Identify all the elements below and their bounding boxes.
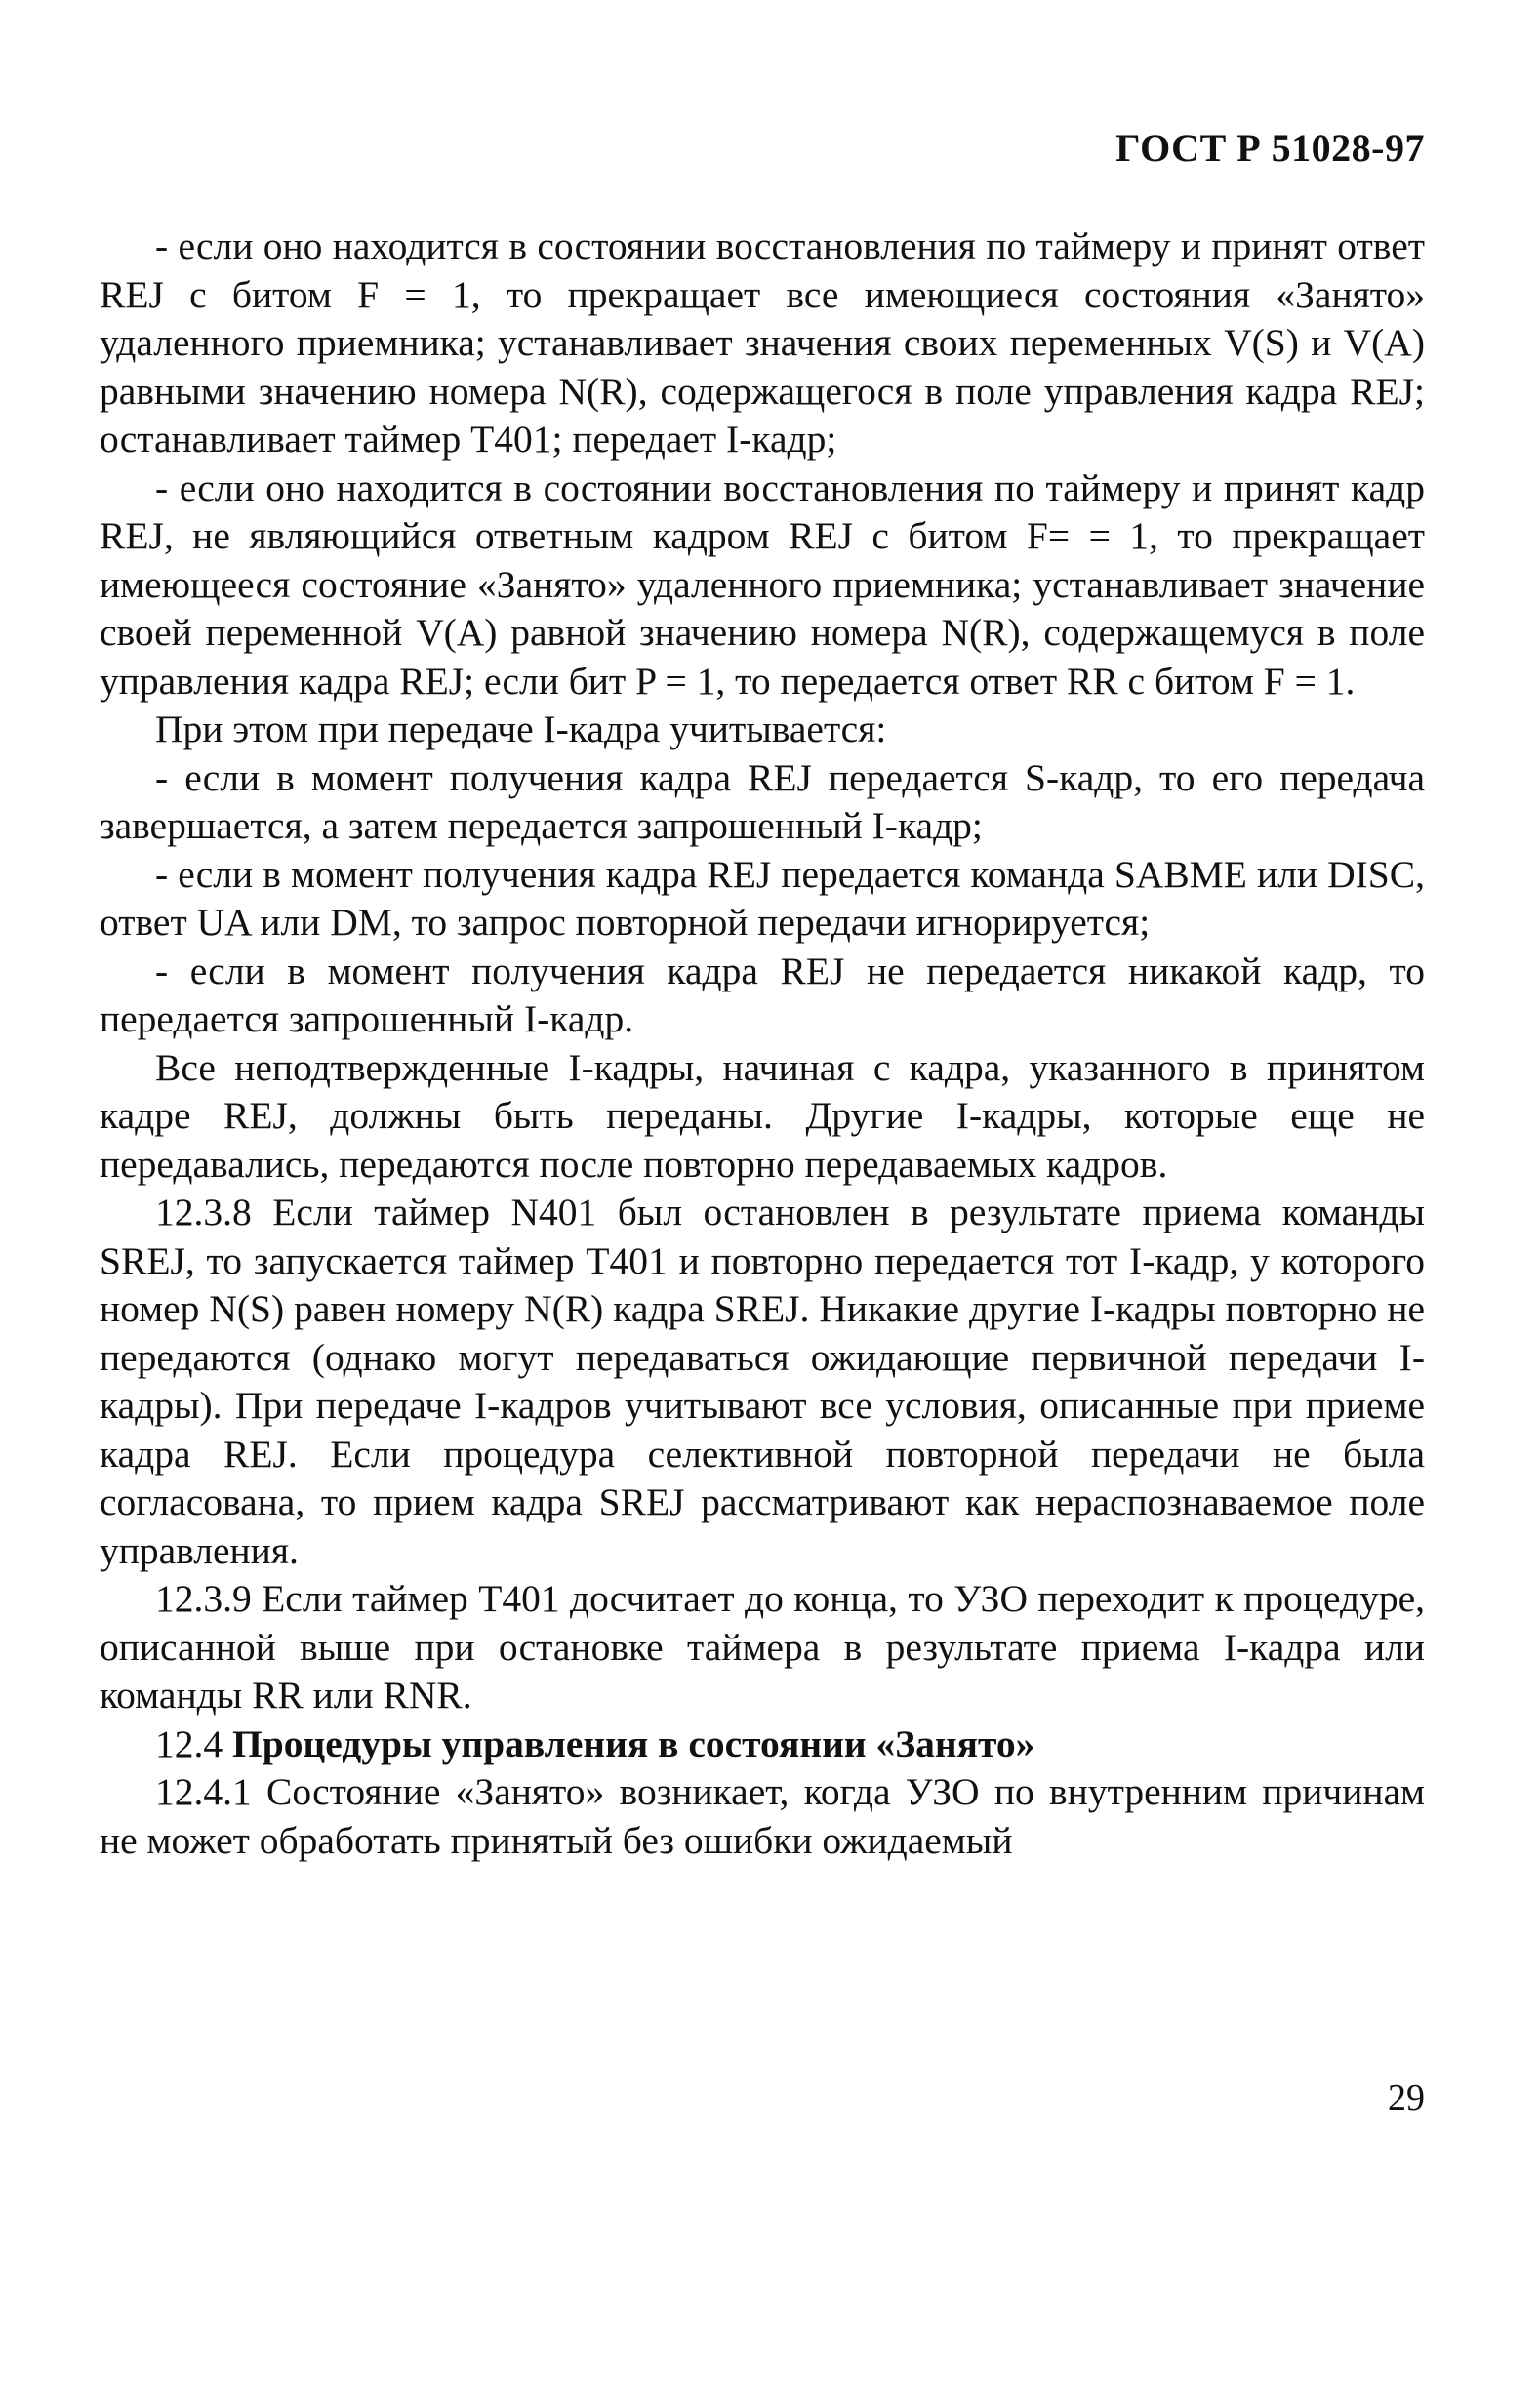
paragraph-10: 12.4.1 Состояние «Занято» возникает, когда УЗО по внутренним причинам не может обработать принятый без ошибки ожидаемый [100,1770,1425,1862]
paragraph-6: - если в момент получения кадра REJ не передается никакой кадр, то передается запрошенный I-кадр. [100,949,1425,1040]
paragraph-5: - если в момент получения кадра REJ передается команда SABME или DISC, ответ UA или DM, то запрос повторной передачи игнорируется; [100,852,1425,944]
section-number: 12.4 [155,1721,223,1765]
paragraph-2: - если оно находится в состоянии восстановления по таймеру и принят кадр REJ, не являющийся ответным кадром REJ с битом F= = 1, то прекращает имеющееся состояние «Занято» удаленного приемника; устанавливает значение своей переменной V(A) равной значению номера N(R), содержащемуся в поле управления кадра REJ; если бит P = 1, то передается ответ RR с битом F = 1. [100,465,1425,703]
page-number: 29 [1388,2078,1425,2119]
paragraph-8: 12.3.8 Если таймер N401 был остановлен в результате приема команды SREJ, то запускается таймер Т401 и повторно передается тот I-кадр, у которого номер N(S) равен номеру N(R) кадра SREJ. Никакие другие I-кадры повторно не передаются (однако могут передаваться ожидающие первичной передачи I-кадры). При передаче I-кадров учитывают все условия, описанные при приеме кадра REJ. Если процедура селективной повторной передачи не была согласована, то прием кадра SREJ рассматривают как нераспознаваемое поле управления. [100,1191,1425,1572]
paragraph-3: При этом при передаче I-кадра учитывается: [155,708,887,750]
paragraph-7: Все неподтвержденные I-кадры, начиная с кадра, указанного в принятом кадре REJ, должны быть переданы. Другие I-кадры, которые еще не передавались, передаются после повторно передаваемых кадров. [100,1045,1425,1186]
paragraph-1: - если оно находится в состоянии восстановления по таймеру и принят ответ REJ с битом F = 1, то прекращает все имеющиеся состояния «Занято» удаленного приемника; устанавливает значения своих переменных V(S) и V(A) равными значению номера N(R), содержащегося в поле управления кадра REJ; останавливает таймер Т401; передает I-кадр; [100,224,1425,461]
paragraph-9: 12.3.9 Если таймер Т401 досчитает до конца, то УЗО переходит к процедуре, описанной выше при остановке таймера в результате приема I-кадра или команды RR или RNR. [100,1577,1425,1717]
document-header: ГОСТ Р 51028-97 [1115,126,1425,170]
paragraph-4: - если в момент получения кадра REJ передается S-кадр, то его передача завершается, а затем передается запрошенный I-кадр; [100,755,1425,847]
document-body [100,222,1425,1865]
section-title: Процедуры управления в состоянии «Занято» [232,1721,1035,1765]
section-heading [100,1720,1425,1769]
